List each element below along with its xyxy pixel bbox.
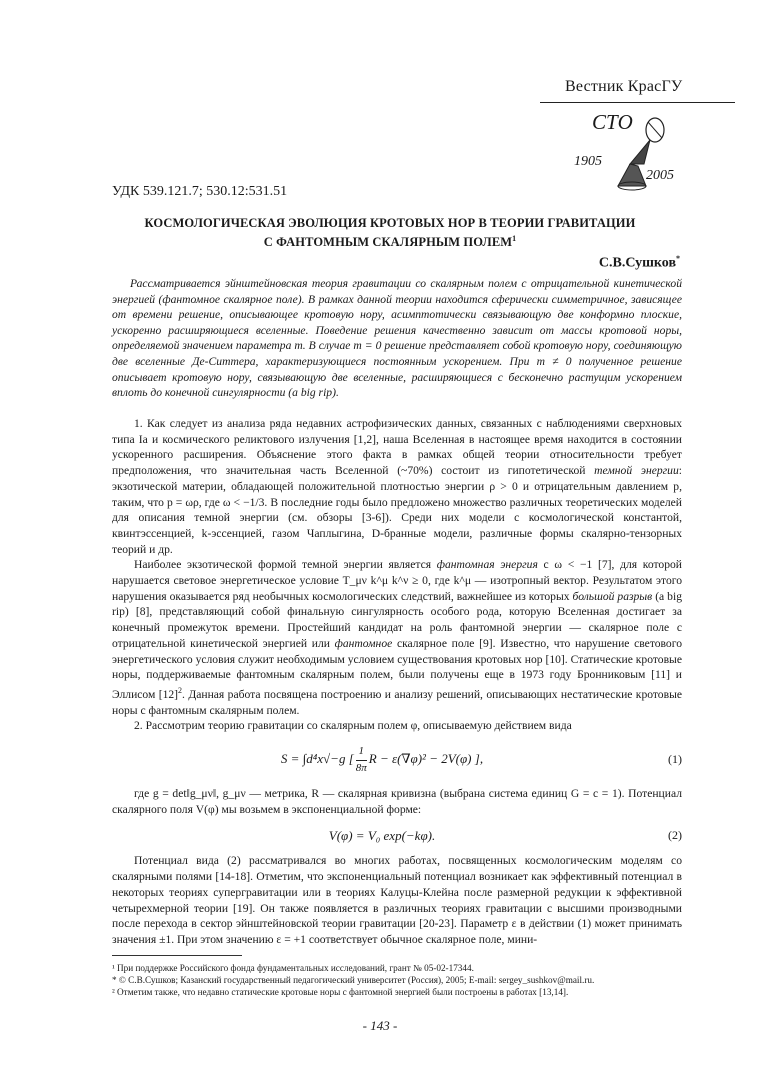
footnote-rule [112, 955, 242, 956]
logo-year-end: 2005 [646, 168, 674, 183]
page-number: - 143 - [362, 1018, 398, 1033]
paragraph-3: 2. Рассмотрим теорию гравитации со скалярным полем φ, описываемую действием вида [134, 719, 572, 733]
footnotes [112, 962, 682, 998]
equation-2: V(φ) = V₀ exp(−kφ). (2) [328, 827, 682, 843]
abstract: Рассматривается эйнштейновская теория гравитации со скалярным полем с отрицательной кинетической энергией (фантомное скалярное поле). В рамках данной теории находится сферически симметричное, зависящее от времени решение, описывающее кротовую нору, асимптотически связывающую две конформно плоские, ускоренно расширяющиеся вселенные. Поведение решения качественно зависит от массы кротовой норы, определяемой значением параметра m. В случае m = 0 решение представляет собой кротовую нору, соединяющую две вселенные Де-Ситтера, характеризующиеся постоянным ускорением. При m ≠ 0 полученное решение описывает кротовую нору, связывающую две вселенные, расширяющиеся с бесконечно растущим ускорением вплоть до конечной сингулярности (a big rip). [112, 277, 682, 400]
title-line-1: КОСМОЛОГИЧЕСКАЯ ЭВОЛЮЦИЯ КРОТОВЫХ НОР В ТЕОРИИ ГРАВИТАЦИИ [144, 216, 636, 230]
journal-name: Вестник КрасГУ [565, 78, 683, 95]
footnote-1: ¹ При поддержке Российского фонда фундаментальных исследований, грант № 05-02-17344. [112, 963, 474, 973]
footnote-2: ² Отметим также, что недавно статические кротовые норы с фантомной энергией были построены в работах [13,14]. [112, 987, 569, 997]
paper-title [100, 215, 680, 250]
logo-text: СТО [592, 110, 633, 134]
equation-2-number: (2) [668, 827, 682, 842]
author-footnote-mark: * [676, 254, 680, 263]
paragraph-1: 1. Как следует из анализа ряда недавних астрофизических данных, связанных с наблюдениями сверхновых типа Ia и космического реликтового излучения [1,2], наша Вселенная в настоящее время находится в состоянии ускоренного расширения. Объяснение этого факта в рамках общей теории относительности требует предположения, что значительная часть Вселенной (~70%) состоит из гипотетической темной энергии: экзотической материи, обладающей положительной плотностью энергии ρ > 0 и отрицательным давлением p, таким, что p = ωρ, где ω < −1/3. В последние годы было предложено множество различных теоретических моделей для описания темной энергии (см. обзоры [3-6]). Среди них модели с космологической константой, квинтэссенцией, k-эссенцией, газом Чаплыгина, D-бранные модели, различные формы скалярно-тензорных теорий и др. [112, 417, 682, 556]
logo-year-start: 1905 [574, 154, 602, 169]
title-footnote-mark: 1 [512, 234, 517, 243]
body-text [112, 416, 682, 948]
header-rule [540, 102, 735, 103]
hourglass-icon [610, 116, 680, 196]
paragraph-4: где g = det‖g_μν‖, g_μν — метрика, R — скалярная кривизна (выбрана система единиц G = c = 1). Потенциал скалярного поля V(φ) мы возьмем в экспоненциальной форме: [112, 787, 682, 817]
author: С.В.Сушков* [598, 254, 680, 271]
udk-code: УДК 539.121.7; 530.12:531.51 [112, 184, 288, 199]
title-line-2: С ФАНТОМНЫМ СКАЛЯРНЫМ ПОЛЕМ$^1$ [263, 234, 517, 250]
paragraph-5: Потенциал вида (2) рассматривался во многих работах, посвященных космологическим моделям со скалярными полями [14-18]. Отметим, что экспоненциальный потенциал возникает как эффективный потенциал в некоторых теориях супергравитации или в теориях Калуцы-Клейна после размерной редукции к эффективной четырехмерной теории [19]. Он также появляется в различных теориях гравитации с высшими производными после перехода в сектор эйнштейновской теории гравитации [20-23]. Параметр ε в действии (1) может принимать значения ±1. При этом значению ε = +1 соответствует обычное скалярное поле, мини- [112, 854, 682, 946]
equation-1: S = ∫d⁴x√−g [ $\frac{1}{8\pi}$ R − ε(∇φ)² − 2V(φ) ], (1) [280, 744, 682, 774]
equation-1-number: (1) [668, 752, 682, 767]
paragraph-2: Наиболее экзотической формой темной энергии является фантомная энергия с ω < −1 [7], для которой нарушается световое энергетическое условие T_μν k^μ k^ν ≥ 0, где k^μ — изотропный вектор. Результатом этого нарушения оказывается ряд необычных космологических следствий, важнейшее из которых большой разрыв (a big rip) [8], представляющий собой финальную сингулярность особого рода, которую Вселенная достигает за конечный промежуток времени. Простейший кандидат на роль фантомной энергии — скалярное поле с отрицательной кинетической энергией или фантомное скалярное поле [9]. Известно, что нарушение светового энергетического условия служит необходимым условием существования кротовых нор [10]. Статические кротовые норы, поддерживаемые фантомным скалярным полем, были получены еще в 1973 году Бронниковым [11] и Эллисом $[12]^2$. Данная работа посвящена построению и анализу решений, описывающих нестатические кротовые норы с фантомным скалярным полем. [112, 558, 683, 717]
anniversary-logo [560, 110, 750, 195]
footnote-author: * © С.В.Сушков; Казанский государственный педагогический университет (Россия), 2005; E-mail: sergey_sushkov@mail.ru. [112, 975, 595, 985]
